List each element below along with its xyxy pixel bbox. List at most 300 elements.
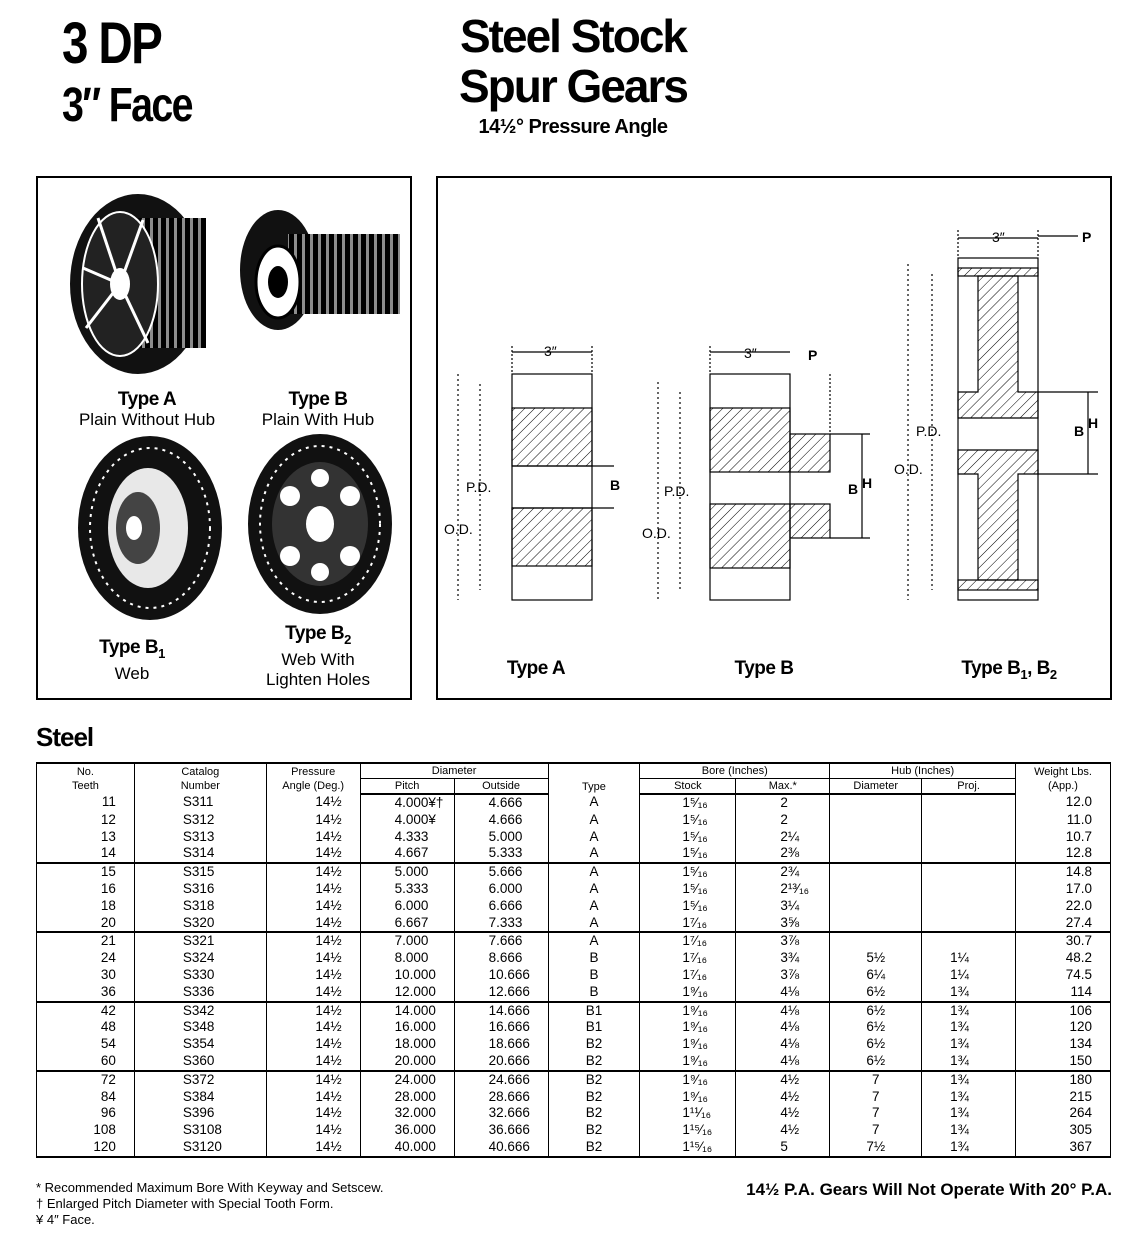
table-cell: 14½	[266, 1122, 360, 1139]
table-cell: 1⁹⁄₁₆	[640, 1036, 736, 1053]
table-cell: S336	[134, 984, 266, 1002]
table-cell: 4.666	[454, 812, 548, 829]
table-cell: 14½	[266, 881, 360, 898]
type-b-p-label: P	[808, 347, 818, 363]
table-cell: 28.666	[454, 1089, 548, 1106]
col-stock: Stock	[640, 779, 736, 795]
table-cell: 2¹³⁄₁₆	[736, 881, 830, 898]
table-cell: S316	[134, 881, 266, 898]
subtitle: 14½° Pressure Angle	[478, 116, 668, 138]
table-cell: 20.000	[360, 1053, 454, 1071]
table-cell: 6½	[830, 1002, 922, 1020]
table-cell: 8.000	[360, 950, 454, 967]
table-row	[37, 863, 1111, 881]
table-cell: S312	[134, 812, 266, 829]
table-cell: 14½	[266, 984, 360, 1002]
table-cell: 14½	[266, 794, 360, 812]
table-cell: 7½	[830, 1139, 922, 1157]
table-cell: 7.666	[454, 932, 548, 950]
table-cell	[830, 863, 922, 881]
table-cell: 4⅛	[736, 984, 830, 1002]
table-cell: 5.333	[454, 845, 548, 863]
table-cell: 1⁷⁄₁₆	[640, 932, 736, 950]
table-cell: B2	[548, 1071, 640, 1089]
type-b-pd-label: P.D.	[664, 483, 690, 499]
type-b-face-label: 3″	[744, 345, 757, 361]
table-cell: S324	[134, 950, 266, 967]
table-cell	[922, 863, 1016, 881]
table-row	[37, 950, 1111, 967]
table-row	[37, 1071, 1111, 1089]
table-cell: 2¾	[736, 863, 830, 881]
table-cell: 4⅛	[736, 1019, 830, 1036]
type-a-b-label: B	[610, 477, 621, 493]
table-cell: 1⁹⁄₁₆	[640, 1019, 736, 1036]
footnote-3: ¥ 4″ Face.	[36, 1212, 95, 1227]
face-heading: 3″ Face	[62, 79, 192, 132]
col-hub-diameter: Diameter	[830, 779, 922, 795]
table-cell: 4.666	[454, 794, 548, 812]
type-b1-label: Type $B_1$	[99, 637, 165, 661]
table-cell: 18	[37, 898, 135, 915]
table-cell: 12.000	[360, 984, 454, 1002]
table-cell: 1¹¹⁄₁₆	[640, 1105, 736, 1122]
table-cell	[830, 812, 922, 829]
table-cell: 1⁷⁄₁₆	[640, 967, 736, 984]
table-cell: 14½	[266, 1002, 360, 1020]
table-cell: 14½	[266, 1036, 360, 1053]
type-b-diagram	[658, 346, 873, 600]
table-cell: 32.000	[360, 1105, 454, 1122]
dimension-diagrams-panel	[436, 176, 1112, 700]
table-cell	[922, 898, 1016, 915]
table-cell: S313	[134, 829, 266, 846]
table-cell: 1¾	[922, 1122, 1016, 1139]
type-b1-gear-icon	[78, 436, 222, 620]
table-row	[37, 1019, 1111, 1036]
table-cell: 6.000	[454, 881, 548, 898]
table-cell: 14½	[266, 829, 360, 846]
type-b1-pd-label: P.D.	[916, 423, 942, 439]
table-row	[37, 1089, 1111, 1106]
table-cell: 16.666	[454, 1019, 548, 1036]
table-cell: 1¾	[922, 1105, 1016, 1122]
table-cell: 13	[37, 829, 135, 846]
table-cell: 7.333	[454, 915, 548, 933]
table-cell: 14½	[266, 1139, 360, 1157]
table-cell: 4.000¥†	[360, 794, 454, 812]
table-row	[37, 794, 1111, 812]
table-cell: 24.666	[454, 1071, 548, 1089]
type-b1-b-label: B	[1074, 423, 1085, 439]
type-a-diagram-caption: Type A	[506, 658, 566, 679]
table-cell: S318	[134, 898, 266, 915]
table-cell: 5.000	[360, 863, 454, 881]
table-cell: 3⅞	[736, 932, 830, 950]
table-cell: 14½	[266, 1105, 360, 1122]
table-cell: 1¾	[922, 1139, 1016, 1157]
table-cell: 1¼	[922, 967, 1016, 984]
table-cell: B2	[548, 1139, 640, 1157]
table-row	[37, 1036, 1111, 1053]
table-cell	[922, 932, 1016, 950]
table-cell: 134	[1016, 1036, 1111, 1053]
table-cell: B	[548, 950, 640, 967]
table-cell: S320	[134, 915, 266, 933]
table-row	[37, 915, 1111, 933]
table-row	[37, 932, 1111, 950]
table-cell	[830, 898, 922, 915]
table-cell: 1⁵⁄₁₆	[640, 898, 736, 915]
table-cell: 14½	[266, 898, 360, 915]
table-cell: 3⅞	[736, 967, 830, 984]
table-cell: 2	[736, 812, 830, 829]
table-row	[37, 984, 1111, 1002]
table-cell: 10.000	[360, 967, 454, 984]
table-row	[37, 829, 1111, 846]
table-cell: A	[548, 794, 640, 812]
col-diameter: Diameter	[360, 763, 548, 779]
table-cell: 36.000	[360, 1122, 454, 1139]
table-cell: S384	[134, 1089, 266, 1106]
table-cell: 72	[37, 1071, 135, 1089]
table-cell: B2	[548, 1089, 640, 1106]
table-row	[37, 881, 1111, 898]
table-cell: 3¾	[736, 950, 830, 967]
table-cell: 5½	[830, 950, 922, 967]
spec-table	[36, 762, 1111, 1158]
table-cell: 1¾	[922, 984, 1016, 1002]
table-cell: B2	[548, 1053, 640, 1071]
type-b1-b2-diagram	[908, 230, 1098, 600]
table-cell: S360	[134, 1053, 266, 1071]
type-b-diagram-caption: Type B	[734, 658, 794, 679]
table-cell: 14½	[266, 967, 360, 984]
table-cell: 21	[37, 932, 135, 950]
table-cell: S348	[134, 1019, 266, 1036]
table-cell: 36.666	[454, 1122, 548, 1139]
table-cell: 3⅝	[736, 915, 830, 933]
table-cell	[922, 845, 1016, 863]
table-cell: 3¼	[736, 898, 830, 915]
table-cell	[922, 829, 1016, 846]
table-cell: 14½	[266, 1089, 360, 1106]
col-bore: Bore (Inches)	[640, 763, 830, 779]
table-cell: 5.333	[360, 881, 454, 898]
table-cell: 8.666	[454, 950, 548, 967]
table-cell: 106	[1016, 1002, 1111, 1020]
table-cell: 14	[37, 845, 135, 863]
col-catalog: Catalog Number	[134, 763, 266, 794]
table-cell: 42	[37, 1002, 135, 1020]
table-cell: S330	[134, 967, 266, 984]
type-a-pd-label: P.D.	[466, 479, 492, 495]
table-cell: B	[548, 984, 640, 1002]
table-cell: 180	[1016, 1071, 1111, 1089]
title-line-2: Spur Gears	[459, 60, 687, 112]
table-cell: 4½	[736, 1071, 830, 1089]
gear-photos	[38, 178, 410, 698]
type-b1-face-label: 3″	[992, 229, 1005, 245]
table-cell: 4⅛	[736, 1053, 830, 1071]
table-cell: 14½	[266, 1019, 360, 1036]
table-cell	[830, 881, 922, 898]
table-row	[37, 967, 1111, 984]
table-cell: 1⁵⁄₁₆	[640, 812, 736, 829]
table-cell: 30.7	[1016, 932, 1111, 950]
table-cell: B2	[548, 1036, 640, 1053]
table-cell: 4.000¥	[360, 812, 454, 829]
table-cell: 18.000	[360, 1036, 454, 1053]
type-b-od-label: O.D.	[642, 525, 671, 541]
type-b-gear-icon	[240, 210, 400, 330]
table-cell: S3120	[134, 1139, 266, 1157]
col-type: Type	[548, 763, 640, 794]
type-a-face-label: 3″	[544, 343, 557, 359]
table-cell: 6¼	[830, 967, 922, 984]
type-b-h-label: H	[862, 475, 873, 491]
table-cell: 1¹⁵⁄₁₆	[640, 1139, 736, 1157]
table-cell: 14½	[266, 863, 360, 881]
table-cell: 14.8	[1016, 863, 1111, 881]
dimension-diagrams	[438, 178, 1110, 698]
table-row	[37, 898, 1111, 915]
table-cell: 305	[1016, 1122, 1111, 1139]
table-row	[37, 845, 1111, 863]
table-cell: B2	[548, 1105, 640, 1122]
table-cell: 40.666	[454, 1139, 548, 1157]
type-a-od-label: O.D.	[444, 521, 473, 537]
type-b1-b2-diagram-caption: Type $B_1$, $B_2$	[961, 658, 1057, 682]
table-cell: 7.000	[360, 932, 454, 950]
table-cell: 1⁹⁄₁₆	[640, 1089, 736, 1106]
table-cell: 7	[830, 1105, 922, 1122]
table-cell: A	[548, 829, 640, 846]
type-b1-od-label: O.D.	[894, 461, 923, 477]
table-cell: S311	[134, 794, 266, 812]
table-cell: 74.5	[1016, 967, 1111, 984]
table-cell: 7	[830, 1089, 922, 1106]
table-cell	[922, 794, 1016, 812]
table-cell: 150	[1016, 1053, 1111, 1071]
table-cell: 14½	[266, 812, 360, 829]
table-cell: 54	[37, 1036, 135, 1053]
table-cell: A	[548, 845, 640, 863]
table-cell: 4½	[736, 1105, 830, 1122]
table-cell	[922, 915, 1016, 933]
type-b-caption: Type B Plain With Hub	[261, 389, 375, 429]
table-cell: 264	[1016, 1105, 1111, 1122]
table-cell: A	[548, 932, 640, 950]
table-cell: 16.000	[360, 1019, 454, 1036]
table-cell: B1	[548, 1002, 640, 1020]
table-cell: 27.4	[1016, 915, 1111, 933]
table-cell: 1⁵⁄₁₆	[640, 829, 736, 846]
table-cell: 15	[37, 863, 135, 881]
table-cell	[922, 881, 1016, 898]
col-pressure: Pressure Angle (Deg.)	[266, 763, 360, 794]
table-cell: 4½	[736, 1089, 830, 1106]
table-cell: 1¾	[922, 1036, 1016, 1053]
table-cell: 7	[830, 1122, 922, 1139]
type-b2-gear-icon	[248, 434, 392, 614]
table-cell: 30	[37, 967, 135, 984]
table-cell: 18.666	[454, 1036, 548, 1053]
table-cell: S342	[134, 1002, 266, 1020]
table-cell: 5	[736, 1139, 830, 1157]
table-cell: A	[548, 898, 640, 915]
table-cell: 108	[37, 1122, 135, 1139]
table-cell: 24	[37, 950, 135, 967]
col-hub: Hub (Inches)	[830, 763, 1016, 779]
table-cell: 6.666	[454, 898, 548, 915]
col-weight: Weight Lbs. (App.)	[1016, 763, 1111, 794]
type-a-caption: Type A Plain Without Hub	[78, 389, 216, 429]
table-cell: 96	[37, 1105, 135, 1122]
type-a-gear-icon	[70, 194, 206, 374]
table-cell: 367	[1016, 1139, 1111, 1157]
table-cell: 11	[37, 794, 135, 812]
table-cell: 215	[1016, 1089, 1111, 1106]
table-cell: 84	[37, 1089, 135, 1106]
section-title: Steel	[36, 722, 94, 752]
table-cell: 16	[37, 881, 135, 898]
table-cell: 48	[37, 1019, 135, 1036]
table-cell: S314	[134, 845, 266, 863]
table-cell: 114	[1016, 984, 1111, 1002]
col-pitch: Pitch	[360, 779, 454, 795]
table-cell	[830, 845, 922, 863]
table-cell: 14½	[266, 950, 360, 967]
table-cell: B2	[548, 1122, 640, 1139]
type-b1-p-label: P	[1082, 229, 1092, 245]
table-cell: 4⅛	[736, 1036, 830, 1053]
table-cell: 24.000	[360, 1071, 454, 1089]
table-cell: 1⁹⁄₁₆	[640, 1053, 736, 1071]
table-cell: 1⁷⁄₁₆	[640, 915, 736, 933]
table-cell	[830, 794, 922, 812]
table-cell: 1⁵⁄₁₆	[640, 845, 736, 863]
footnote-1: * Recommended Maximum Bore With Keyway and Setscew.	[36, 1180, 384, 1195]
table-cell: 20	[37, 915, 135, 933]
table-cell: 6½	[830, 1019, 922, 1036]
title-line-1: Steel Stock	[460, 10, 686, 62]
table-row	[37, 1122, 1111, 1139]
table-cell: 6.667	[360, 915, 454, 933]
table-cell: 22.0	[1016, 898, 1111, 915]
table-cell: 6½	[830, 1036, 922, 1053]
table-cell: 120	[1016, 1019, 1111, 1036]
table-cell: 12.666	[454, 984, 548, 1002]
table-row	[37, 1139, 1111, 1157]
table-cell: 4.667	[360, 845, 454, 863]
table-cell: 40.000	[360, 1139, 454, 1157]
table-cell: 1¾	[922, 1053, 1016, 1071]
table-cell: 14.000	[360, 1002, 454, 1020]
table-cell: 1¾	[922, 1089, 1016, 1106]
table-cell: 5.000	[454, 829, 548, 846]
table-cell: 14½	[266, 1053, 360, 1071]
table-cell: 32.666	[454, 1105, 548, 1122]
table-row	[37, 1053, 1111, 1071]
table-cell: 14½	[266, 845, 360, 863]
table-cell: 1¾	[922, 1002, 1016, 1020]
table-cell: 1⁵⁄₁₆	[640, 794, 736, 812]
table-cell: 2⅜	[736, 845, 830, 863]
table-cell: A	[548, 812, 640, 829]
table-cell: S3108	[134, 1122, 266, 1139]
table-cell: 28.000	[360, 1089, 454, 1106]
table-cell: 4½	[736, 1122, 830, 1139]
table-cell: 14.666	[454, 1002, 548, 1020]
table-cell	[830, 915, 922, 933]
table-cell: 6.000	[360, 898, 454, 915]
table-cell: 1⁹⁄₁₆	[640, 984, 736, 1002]
table-cell: 1⁷⁄₁₆	[640, 950, 736, 967]
table-cell: 7	[830, 1071, 922, 1089]
table-cell	[830, 932, 922, 950]
table-cell: 1¾	[922, 1071, 1016, 1089]
table-row	[37, 1002, 1111, 1020]
col-teeth: No. Teeth	[37, 763, 135, 794]
table-row	[37, 812, 1111, 829]
table-cell: S354	[134, 1036, 266, 1053]
table-cell: 11.0	[1016, 812, 1111, 829]
pitch-heading: 3 DP	[62, 11, 162, 76]
table-cell: 1⁵⁄₁₆	[640, 863, 736, 881]
table-cell: B1	[548, 1019, 640, 1036]
table-cell: 120	[37, 1139, 135, 1157]
table-cell: 48.2	[1016, 950, 1111, 967]
table-cell: 14½	[266, 915, 360, 933]
col-proj: Proj.	[922, 779, 1016, 795]
table-cell: 1⁹⁄₁₆	[640, 1071, 736, 1089]
col-max: Max.*	[736, 779, 830, 795]
table-cell: A	[548, 915, 640, 933]
table-cell: 6½	[830, 984, 922, 1002]
table-cell: 60	[37, 1053, 135, 1071]
table-cell: 1⁵⁄₁₆	[640, 881, 736, 898]
type-b1-h-label: H	[1088, 415, 1099, 431]
table-cell: A	[548, 863, 640, 881]
table-cell: 17.0	[1016, 881, 1111, 898]
table-cell	[922, 812, 1016, 829]
table-cell: 1¼	[922, 950, 1016, 967]
table-cell: B	[548, 967, 640, 984]
table-cell: 12	[37, 812, 135, 829]
type-b1-caption: Type $B_1$ Web	[54, 638, 210, 684]
type-b2-label: Type $B_2$	[285, 623, 351, 647]
type-a-diagram	[458, 346, 614, 600]
table-cell: 36	[37, 984, 135, 1002]
table-cell: 20.666	[454, 1053, 548, 1071]
table-cell: 4⅛	[736, 1002, 830, 1020]
table-cell: 1¾	[922, 1019, 1016, 1036]
pressure-angle-warning: 14½ P.A. Gears Will Not Operate With 20° P.A.	[746, 1180, 1112, 1199]
table-cell: S396	[134, 1105, 266, 1122]
table-cell: A	[548, 881, 640, 898]
table-cell: 1⁹⁄₁₆	[640, 1002, 736, 1020]
gear-photos-panel	[36, 176, 412, 700]
table-cell	[830, 829, 922, 846]
table-cell: 12.8	[1016, 845, 1111, 863]
type-b2-caption: Type $B_2$ Web With Lighten Holes	[230, 624, 406, 690]
table-row	[37, 1105, 1111, 1122]
table-cell: S315	[134, 863, 266, 881]
table-cell: 2¼	[736, 829, 830, 846]
table-cell: S372	[134, 1071, 266, 1089]
table-cell: 10.666	[454, 967, 548, 984]
